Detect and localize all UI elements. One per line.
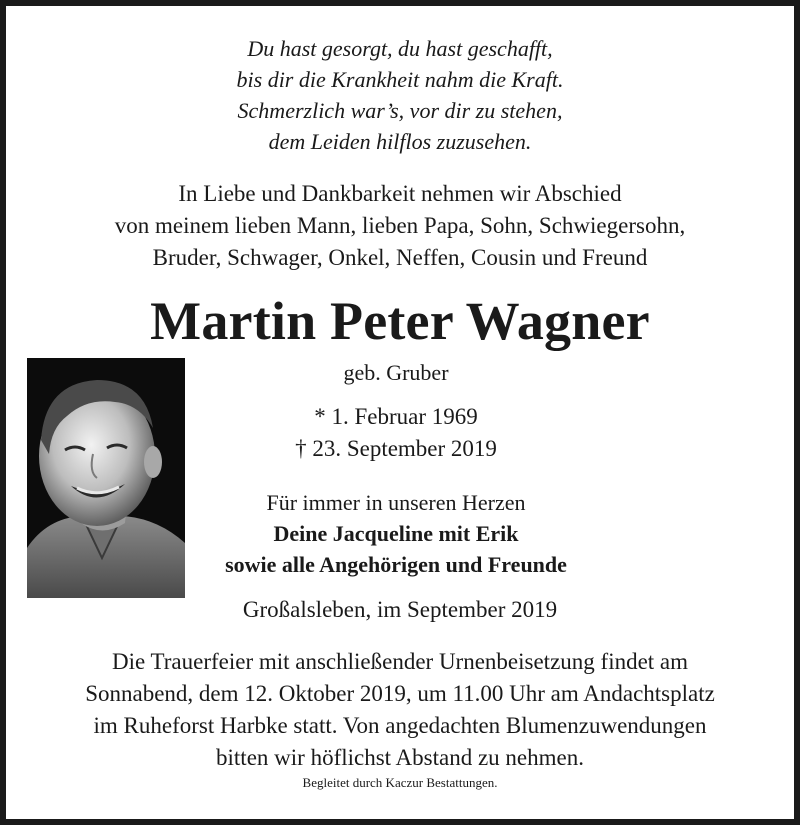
death-date: † 23. September 2019 (295, 436, 497, 461)
life-dates (196, 401, 596, 465)
deceased-name: Martin Peter Wagner (150, 291, 650, 351)
undertaker-credit: Begleitet durch Kaczur Bestattungen. (302, 775, 498, 790)
life-details (196, 358, 596, 580)
intro-line: In Liebe und Dankbarkeit nehmen wir Abschied (178, 181, 622, 206)
birth-date: * 1. Februar 1969 (314, 404, 478, 429)
ceremony-line: Die Trauerfeier mit anschließender Urnenbeisetzung findet am (111, 649, 689, 674)
birth-name: geb. Gruber (343, 360, 449, 385)
farewell-line: Für immer in unseren Herzen (266, 490, 526, 515)
mourner-names: Deine Jacqueline mit Erik (273, 521, 519, 546)
ceremony-line: Sonnabend, dem 12. Oktober 2019, um 11.00 Uhr am Andachtsplatz (85, 681, 715, 706)
mourner-relatives: sowie alle Angehörigen und Freunde (225, 552, 567, 577)
portrait-photo (27, 358, 185, 598)
poem-line: bis dir die Krankheit nahm die Kraft. (236, 67, 564, 92)
memorial-poem (6, 33, 794, 157)
poem-line: dem Leiden hilflos zuzusehen. (268, 129, 532, 154)
intro-line: von meinem lieben Mann, lieben Papa, Sohn, Schwiegersohn, (114, 213, 686, 238)
poem-line: Du hast gesorgt, du hast geschafft, (247, 36, 553, 61)
mourners (196, 487, 596, 580)
ceremony-line: im Ruheforst Harbke statt. Von angedachten Blumenzuwendungen (93, 713, 707, 738)
poem-line: Schmerzlich war’s, vor dir zu stehen, (237, 98, 563, 123)
farewell-intro (6, 178, 794, 274)
intro-line: Bruder, Schwager, Onkel, Neffen, Cousin und Freund (152, 245, 648, 270)
ceremony-info (6, 646, 794, 774)
ceremony-line: bitten wir höflichst Abstand zu nehmen. (216, 745, 584, 770)
place-and-date: Großalsleben, im September 2019 (242, 597, 558, 622)
